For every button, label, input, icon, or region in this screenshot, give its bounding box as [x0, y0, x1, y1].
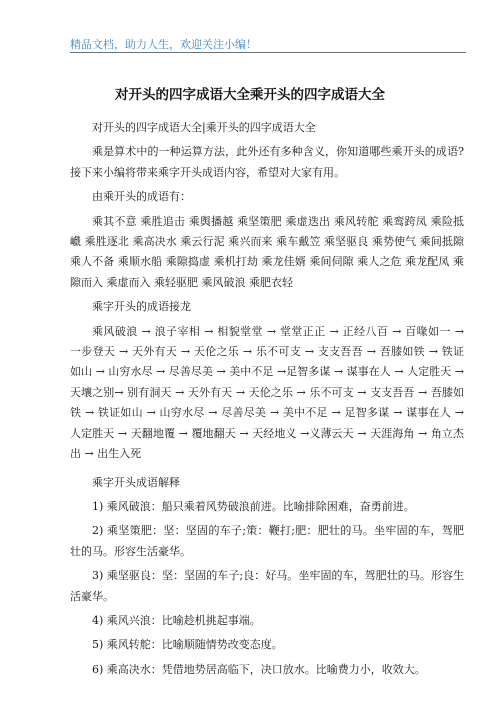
explanation-item: 4) 乘风兴浪：比喻趁机挑起事端。 — [92, 613, 261, 627]
section-heading-idioms: 由乘开头的成语有： — [92, 190, 191, 204]
document-body — [70, 118, 464, 680]
document-title: 对开头的四字成语大全乘开头的四字成语大全 — [115, 87, 385, 103]
header-divider — [70, 52, 466, 53]
explanation-item: 5) 乘风转舵：比喻顺随情势改变态度。 — [92, 638, 283, 652]
explanation-item: 3) 乘坚驱良：坚：坚固的车子;良：好马。坐牢固的车，驾肥壮的马。形容生活豪华。 — [70, 569, 464, 603]
intro-heading: 对开头的四字成语大全|乘开头的四字成语大全 — [92, 121, 316, 134]
idiom-chain: 乘风破浪 → 浪子宰相 → 相貌堂堂 → 堂堂正正 → 正经八百 → 百喙如一 → 一步登天 → 天外有天 → 天伦之乐 → 乐不可支 → 支支吾吾 → 吾膝如铁 → 铁证如山 → 山穷水尽 → 尽善尽美 → 美中不足 →足智多谋 → 谋事在人 → 人定胜天 → 天壤之别→ 别有洞天 → 天外有天 → 天伦之乐 → 乐不可支 → 支支吾吾 → 吾膝如铁 → 铁证如山 → 山穷水尽 → 尽善尽美 → 美中不足 → 足智多谋 → 谋事在人 → 人定胜天 → 天翻地覆 → 覆地翻天 → 天经地义 →义薄云天 → 天涯海角 → 角立杰出 → 出生入死 — [70, 324, 464, 461]
header-note: 精品文档，助力人生，欢迎关注小编！ — [70, 38, 257, 51]
explanation-item: 6) 乘高决水：凭借地势居高临下，决口放水。比喻费力小，收效大。 — [92, 662, 426, 676]
explanation-item: 2) 乘坚策肥：坚：坚固的车子;策：鞭打;肥：肥壮的马。坐牢固的车，驾肥壮的马。形容生活豪华。 — [70, 524, 464, 558]
explanation-item: 1) 乘风破浪：船只乘着风势破浪前进。比喻排除困难，奋勇前进。 — [92, 499, 415, 513]
section-heading-explanations: 乘字开头成语解释 — [92, 475, 180, 489]
intro-paragraph: 乘是算术中的一种运算方法，此外还有多种含义，你知道哪些乘开头的成语?接下来小编将带来乘字开头成语内容，希望对大家有用。 — [70, 145, 464, 179]
idiom-list: 乘其不意 乘胜追击 乘舆播越 乘坚策肥 乘虚迭出 乘风转舵 乘鸾跨凤 乘险抵巇 乘胜逐北 乘高决水 乘云行泥 乘兴而来 乘车戴笠 乘坚驱良 乘势使气 乘间抵隙 乘人不备 乘顺水船 乘隙捣虚 乘机打劫 乘龙佳婿 乘间伺隙 乘人之危 乘龙配凤 乘隙而入 乘虚而入 乘轻驱肥 乘风破浪 乘肥衣轻 — [70, 214, 464, 289]
section-heading-chain: 乘字开头的成语接龙 — [92, 300, 191, 314]
